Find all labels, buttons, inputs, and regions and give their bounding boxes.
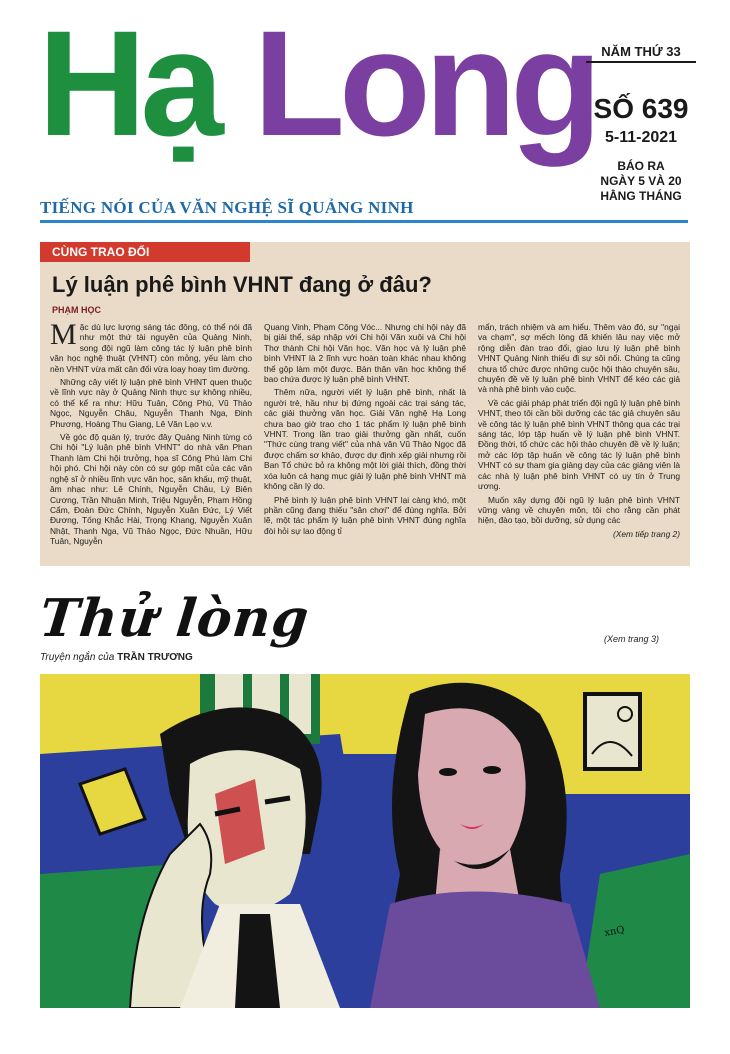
issue-date: 5-11-2021: [604, 129, 678, 146]
section-tag: CÙNG TRAO ĐỔI: [40, 242, 250, 262]
masthead-divider: [40, 220, 688, 223]
paragraph: Những cây viết lý luận phê bình VHNT quen thuộc về lĩnh vực này ở Quảng Ninh thực sự không nhiều, có thể kể ra như: Hữu Tuân, Công Phú, Vũ Thảo Ngọc, Nguyễn Châu, Nguyễn Thanh Nga, Đinh Phương, Hoàng Thu Giang, Lê Văn Lạo v.v.: [50, 377, 252, 429]
article-column-3: [478, 322, 680, 562]
lead-article: [40, 242, 690, 566]
issue-info: [586, 44, 696, 204]
publication-line: HẰNG THÁNG: [600, 189, 682, 203]
article-column-1: [50, 322, 252, 562]
tagline: TIẾNG NÓI CỦA VĂN NGHỆ SĨ QUẢNG NINH: [40, 198, 414, 217]
article-column-2: [264, 322, 466, 562]
paragraph: mẩn, trách nhiệm và am hiểu. Thêm vào đó, sự "ngại va chạm", sợ mếch lòng đã khiến lâu nay việc mở rộng diễn đàn trao đổi, giao lưu lý luận phê bình VHNT Quảng Ninh thiếu đi sự sôi nổi. Chúng ta cũng chưa tổ chức được những cuộc hội thảo chuyên sâu, chuyên đề về lý luận phê bình VHNT để kéo các giả và nhà phê bình vào cuộc.: [478, 322, 680, 395]
story-page-ref[interactable]: (Xem trang 3): [604, 634, 660, 644]
year-label: NĂM THỨ 33: [586, 44, 696, 63]
publication-line: BÁO RA: [617, 159, 665, 173]
paragraph: Phê bình lý luận phê bình VHNT lại càng khó, một phần cũng đang thiếu "sân chơi" để đúng nghĩa. Bởi lẽ, một tác phẩm lý luận phê bình VHNT đúng nghĩa đòi hỏi sự lao động tỉ: [264, 494, 466, 536]
story-title: Thử lòng: [36, 588, 313, 649]
story-byline: Truyện ngắn của TRẦN TRƯƠNG: [40, 652, 193, 663]
paragraph: Mặc dù lực lượng sáng tác đông, có thể nói đã như một thứ tài nguyên của Quảng Ninh, song đội ngũ làm công tác lý luận phê bình văn học nghệ thuật (VHNT) còn mỏng, yếu làm cho nền VHNT vừa mất cân đối vừa loay hoay tìm đường.: [50, 322, 252, 374]
illustration-art: [40, 674, 690, 1008]
paragraph: Muốn xây dựng đội ngũ lý luận phê bình VHNT vững vàng về chuyên môn, tôi cho rằng cần phát hiện, đào tạo, bồi dưỡng, sử dụng các: [478, 494, 680, 526]
paragraph: Về góc độ quản lý, trước đây Quảng Ninh từng có Chi hội "Lý luận phê bình VHNT" do nhà văn Phan Thanh làm Chi hội trưởng, họa sĩ Công Phú làm Chi hội phó. Chi hội này còn có sự góp mặt của các văn nghệ sĩ ở nhiều lĩnh vực văn học, sân khấu, mỹ thuật, âm nhạc như: Lê Chính, Nguyễn Châu, Lý Biên Cương, Trần Nhuận Minh, Triệu Nguyễn, Phạm Hồng Cẩm, Đoàn Đức Chính, Nguyễn Xuân Đức, Lý Viết Đương, Tống Khắc Hài, Trọng Khang, Nguyễn Xuân Nhật, Thanh Nga, Vũ Thảo Ngọc, Đức Nhuần, Hữu Tuân, Nguyễn: [50, 432, 252, 547]
story-author: TRẦN TRƯƠNG: [117, 652, 193, 663]
publication-line: NGÀY 5 VÀ 20: [600, 174, 682, 188]
article-title: Lý luận phê bình VHNT đang ở đâu?: [52, 272, 432, 297]
paragraph: Quang Vinh, Phạm Công Vóc... Nhưng chi hội này đã bị giải thể, sáp nhập với Chi hội Văn xuôi và Chi hội Thơ thành Chi hội Văn học. Văn học và lý luận phê bình VHNT là 2 lĩnh vực hoàn toàn khác nhau không thể gộp làm một được. Bản thân văn học không thể bao chứa được lý luận phê bình VHNT.: [264, 322, 466, 385]
svg-text:xnQ: xnQ: [603, 924, 626, 939]
issue-number: SỐ 639: [593, 93, 689, 124]
paragraph: Về các giải pháp phát triển đội ngũ lý luận phê bình VHNT, theo tôi cần bồi dưỡng các tác giả chuyên sâu về công tác lý luận phê bình VHNT thông qua các trại sáng tác, lớp tập huấn về lý luận phê bình VHNT. Đồng thời, tổ chức các hội thảo chuyên đề về lý luận; mở các lớp tập huấn về công tác lý luận phê bình VHNT có sự tham gia giảng dạy của các giảng viên là các nhà lý luận phê bình VHNT có uy tín ở Trung ương.: [478, 397, 680, 492]
publication-schedule: [586, 159, 696, 204]
logo-part-long: Long: [253, 0, 596, 167]
paragraph: Thêm nữa, người viết lý luận phê bình, nhất là người trẻ, hầu như bị đứng ngoài các trại sáng tác, các giải thưởng văn học. Giải Văn nghệ Hạ Long chưa bao giờ trao cho 1 tác phẩm lý luận phê bình VHNT. Trong lần trao giải thưởng gần nhất, cuốn "Thức cùng trang viết" của nhà văn Vũ Thảo Ngọc đã được chấm sơ khảo, được dự định xếp giải nhưng rồi Ban Tổ chức bỏ ra không một lời giải thích, đồng thời xóa luôn cả hạng mục giải lý luận phê bình VHNT mà không cần lý do.: [264, 387, 466, 492]
masthead: [0, 0, 730, 230]
story-illustration: [40, 674, 690, 1008]
drop-cap: M: [50, 322, 77, 351]
logo-part-ha: Hạ: [38, 0, 218, 167]
continued-link[interactable]: (Xem tiếp trang 2): [612, 528, 680, 539]
article-author: PHẠM HỌC: [52, 305, 101, 315]
newspaper-logo: [38, 0, 596, 167]
article-columns: [50, 322, 680, 562]
